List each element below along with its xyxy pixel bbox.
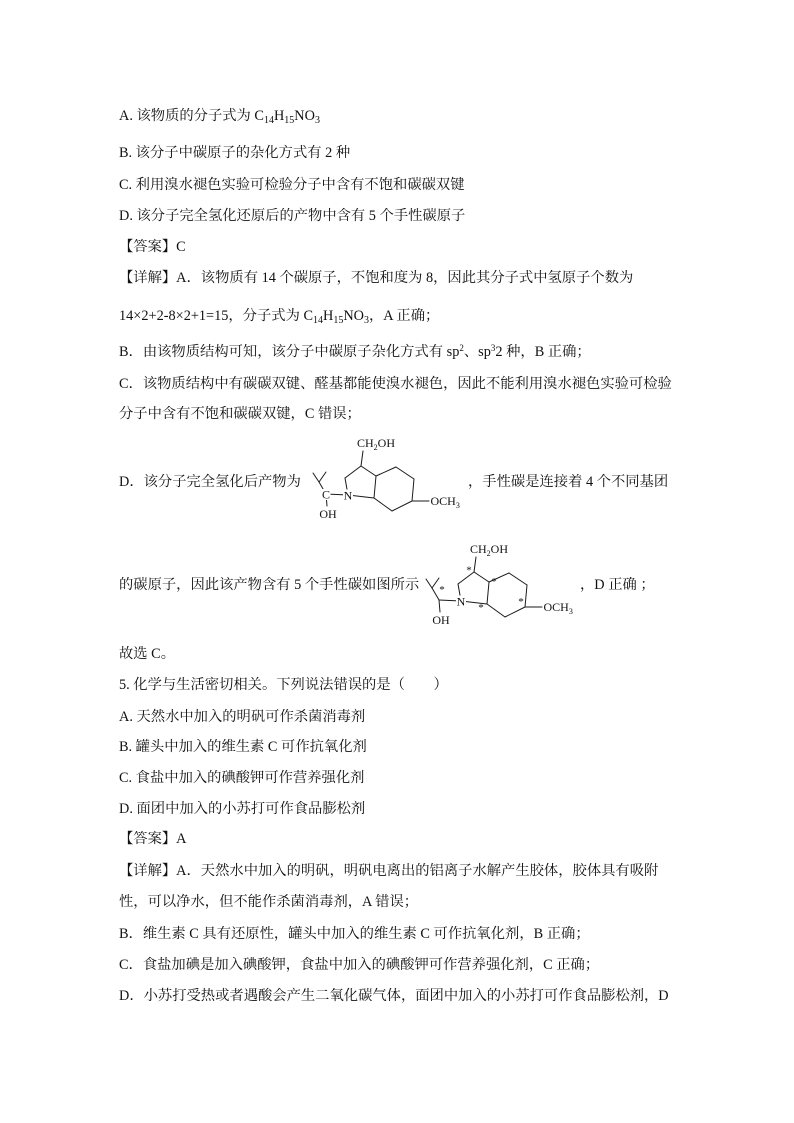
methoxy-label xyxy=(544,600,573,616)
q4-explanation-a-line2 xyxy=(119,306,439,326)
label-part: OH xyxy=(490,542,509,556)
ch2oh-label xyxy=(357,436,395,452)
molecular-formula xyxy=(303,308,369,324)
bond xyxy=(392,501,412,511)
q4-option-c: C. 利用溴水褪色实验可检验分子中含有不饱和碳碳双键 xyxy=(119,177,465,193)
explanation-text: 14×2+2-8×2+1=15，分子式为 xyxy=(119,308,304,324)
label-part: CH xyxy=(470,542,487,556)
superscript: 2 xyxy=(459,343,464,353)
q4-explanation-a-line1: 【详解】A．该物质有 14 个碳原子，不饱和度为 8，因此其分子式中氢原子个数为 xyxy=(119,270,634,286)
q5-explanation-c: C．食盐加碘是加入碘酸钾，食盐中加入的碘酸钾可作营养强化剂，C 正确； xyxy=(119,957,600,973)
bond xyxy=(361,466,376,476)
label-subscript: 3 xyxy=(455,501,460,510)
q4-explanation-b xyxy=(119,342,591,362)
chiral-star: * xyxy=(466,564,472,577)
bonds xyxy=(313,451,429,511)
molecular-formula xyxy=(254,108,320,124)
bond xyxy=(509,573,527,585)
label-subscript: 3 xyxy=(568,607,573,616)
explanation-text: B．由该物质结构可知，该分子中碳原子杂化方式有 sp xyxy=(119,344,460,360)
q4-option-a xyxy=(119,106,320,126)
q4-conclusion: 故选 C。 xyxy=(119,646,176,662)
formula-element: NO xyxy=(343,308,365,324)
explanation-text: 2 种，B 正确； xyxy=(495,344,591,360)
methoxy-label xyxy=(431,494,460,510)
bond xyxy=(432,588,439,600)
q4-answer: 【答案】C xyxy=(119,239,186,255)
q5-option-d: D. 面团中加入的小苏打可作食品膨松剂 xyxy=(119,801,366,817)
formula-element: C xyxy=(254,108,264,124)
label-part: OH xyxy=(377,436,396,450)
q4-explanation-d-line1-after: ，手性碳是连接着 4 个不同基团 xyxy=(468,474,669,490)
bond xyxy=(345,466,361,478)
bond xyxy=(374,476,376,498)
formula-element: C xyxy=(303,308,314,324)
atom-labels xyxy=(319,436,460,521)
q4-option-b: B. 该分子中碳原子的杂化方式有 2 种 xyxy=(119,145,351,161)
chiral-markers xyxy=(439,565,524,615)
q4-explanation-d-line2-before: 的碳原子，因此该产物含有 5 个手性碳如图所示 xyxy=(119,577,420,593)
ch2oh-label xyxy=(470,542,508,558)
q4-explanation-d-line1-before: D．该分子完全氢化后产物为 xyxy=(119,474,301,490)
q5-option-c: C. 食盐中加入的碘酸钾可作营养强化剂 xyxy=(119,770,365,786)
label-part: OCH xyxy=(430,494,456,508)
bond xyxy=(396,467,414,479)
label-subscript: 2 xyxy=(486,549,491,558)
q4-explanation-c-line2: 分子中含有不饱和碳碳双键，C 错误； xyxy=(119,406,361,422)
bond xyxy=(487,604,505,617)
q5-option-a: A. 天然水中加入的明矾可作杀菌消毒剂 xyxy=(119,709,366,725)
atom-labels xyxy=(432,542,573,627)
formula-subscript: 15 xyxy=(284,115,295,126)
bond xyxy=(319,472,326,482)
hydroxyl-label: OH xyxy=(319,507,337,521)
formula-subscript: 3 xyxy=(314,115,320,126)
explanation-text: ，A 正确； xyxy=(369,308,440,324)
q5-explanation-d: D．小苏打受热或者遇酸会产生二氧化碳气体，面团中加入的小苏打可作食品膨松剂，D xyxy=(119,988,669,1004)
bond xyxy=(432,578,439,588)
q5-explanation-b: B．维生素 C 具有还原性，罐头中加入的维生素 C 可作抗氧化剂，B 正确； xyxy=(119,926,590,942)
q5-option-b: B. 罐头中加入的维生素 C 可作抗氧化剂 xyxy=(119,739,367,755)
q5-explanation-a-line1: 【详解】A．天然水中加入的明矾，明矾电离出的铝离子水解产生胶体，胶体具有吸附 xyxy=(119,863,659,879)
chiral-star: * xyxy=(439,584,445,596)
nitrogen-label: N xyxy=(343,488,353,503)
bond xyxy=(374,498,392,511)
bond xyxy=(439,600,440,612)
formula-subscript: 14 xyxy=(313,315,324,326)
formula-subscript: 14 xyxy=(263,115,274,126)
label-part: OCH xyxy=(543,600,569,614)
explanation-text: 、sp xyxy=(463,344,491,360)
formula-subscript: 3 xyxy=(364,315,370,326)
chiral-star: * xyxy=(478,602,484,614)
hydroxyl-label: OH xyxy=(432,613,450,627)
bond xyxy=(412,479,414,501)
bond xyxy=(474,572,489,582)
superscript: 3 xyxy=(490,343,496,353)
q4-explanation-d-line2-after: ，D 正确 ； xyxy=(580,577,655,593)
q4-option-d: D. 该分子完全氢化还原后的产物中含有 5 个手性碳原子 xyxy=(119,208,466,224)
bond xyxy=(361,451,363,466)
q5-answer: 【答案】A xyxy=(119,831,187,847)
formula-element: NO xyxy=(294,108,315,124)
nitrogen-label: N xyxy=(456,594,466,609)
bond xyxy=(505,607,525,617)
formula-element: H xyxy=(273,108,285,124)
q4-explanation-c-line1: C．该物质结构中有碳碳双键、醛基都能使溴水褪色，因此不能利用溴水褪色实验可检验 xyxy=(119,376,672,392)
carbon-label: C xyxy=(321,487,331,502)
bond xyxy=(525,585,527,607)
chem-structure-hydrogenated-product xyxy=(302,434,467,526)
q4-option-a-text: A. 该物质的分子式为 xyxy=(119,108,255,124)
q5-stem: 5. 化学与生活密切相关。下列说法错误的是（ ） xyxy=(119,677,448,693)
chiral-star: * xyxy=(518,596,524,608)
formula-element: H xyxy=(323,308,334,324)
label-part: CH xyxy=(357,436,374,450)
q5-explanation-a-line2: 性，可以净水，但不能作杀菌消毒剂，A 错误； xyxy=(119,894,419,910)
bond xyxy=(474,557,476,572)
label-subscript: 2 xyxy=(373,443,378,452)
chiral-star: * xyxy=(491,576,497,588)
bond xyxy=(426,579,432,588)
bond xyxy=(313,473,319,482)
bond xyxy=(376,467,396,476)
bond xyxy=(487,582,489,604)
chem-structure-chiral-carbons xyxy=(415,540,580,632)
formula-subscript: 15 xyxy=(333,315,344,326)
